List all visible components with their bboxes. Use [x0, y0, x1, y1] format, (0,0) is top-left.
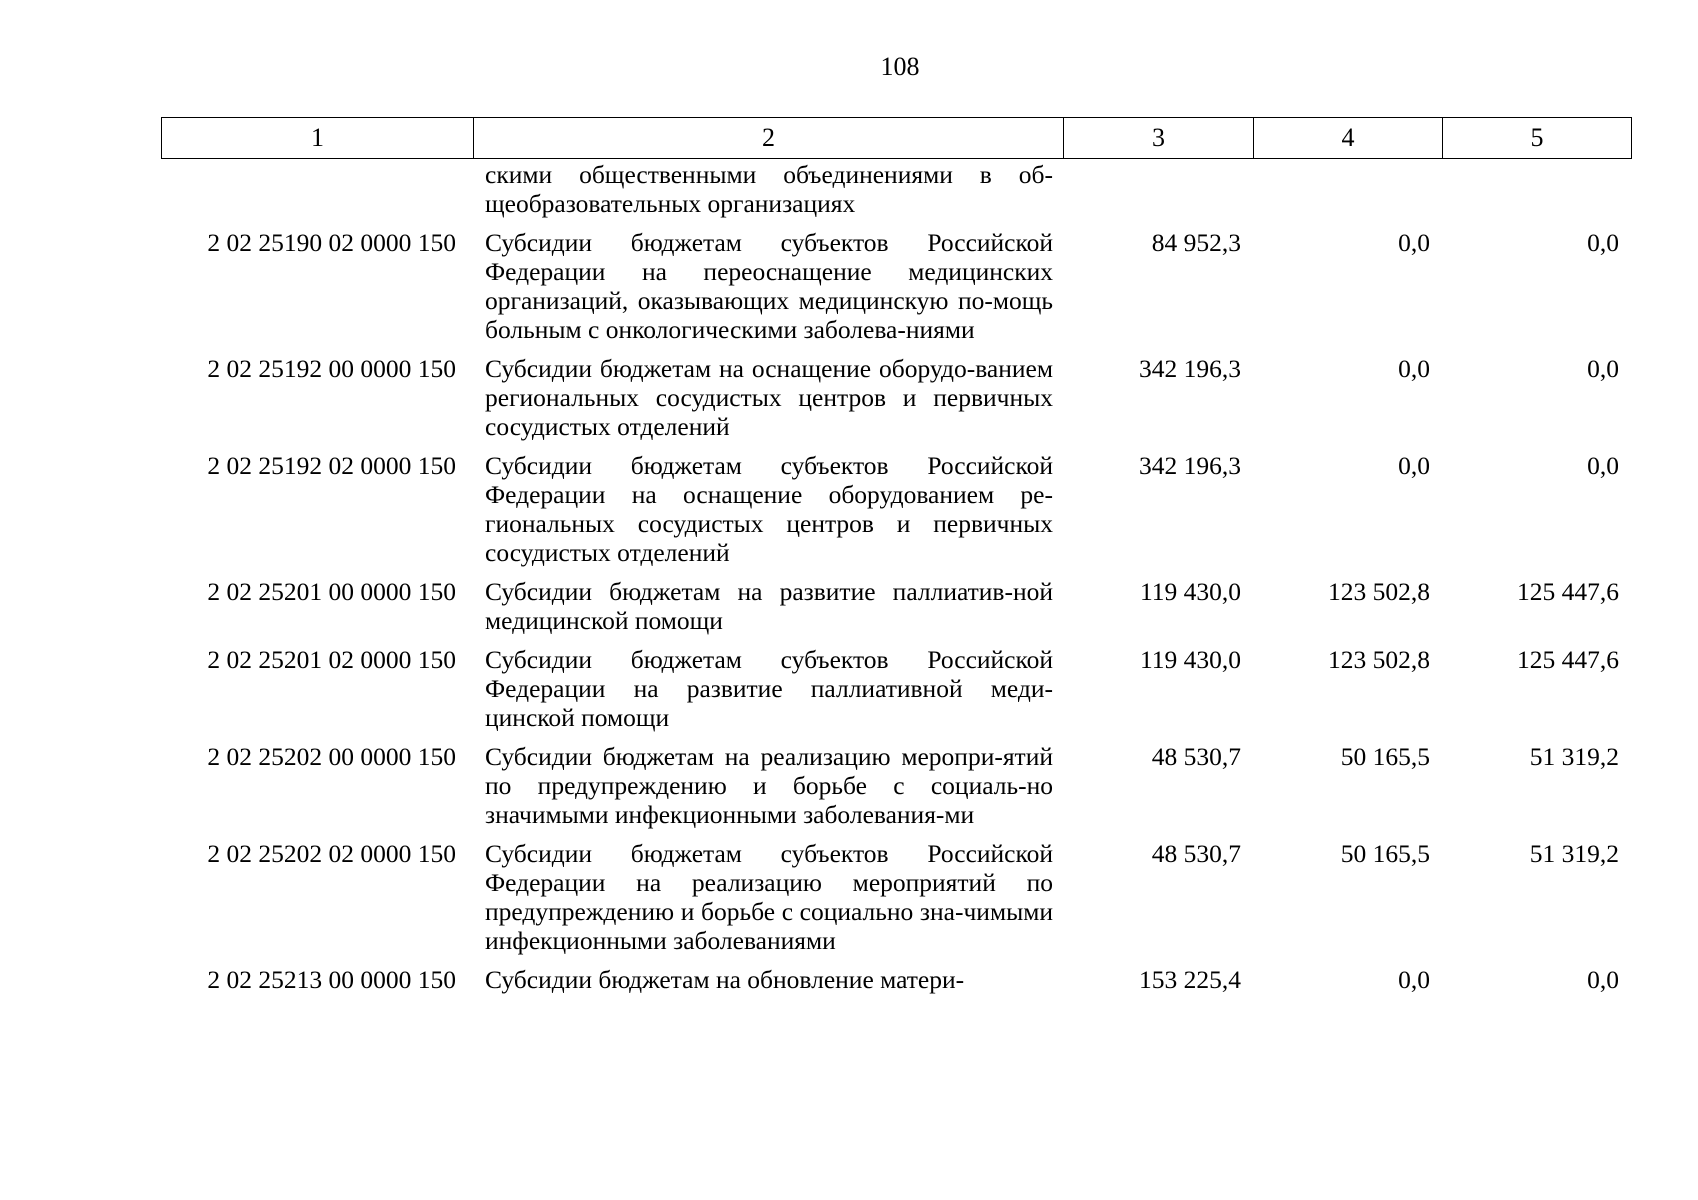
row-value-col4: 123 502,8: [1328, 645, 1430, 674]
row-value-col5: 0,0: [1587, 965, 1619, 994]
row-value-col5: 51 319,2: [1529, 839, 1619, 868]
row-code: 2 02 25190 02 0000 150: [207, 228, 456, 257]
row-description: Субсидии бюджетам субъектов Российской Федерации на реализацию мероприятий по предупреждению и борьбе с социально зна-чимыми инфекционными заболеваниями: [485, 839, 1053, 955]
row-value-col3: 84 952,3: [1151, 228, 1241, 257]
table-row: [161, 839, 1631, 965]
row-value-col4: 0,0: [1398, 451, 1430, 480]
row-value-col4: 0,0: [1398, 354, 1430, 383]
row-description: Субсидии бюджетам субъектов Российской Федерации на оснащение оборудованием ре-гиональных сосудистых центров и первичных сосудистых отделений: [485, 451, 1053, 567]
row-value-col3: 48 530,7: [1151, 839, 1241, 868]
header-cell-5: 5: [1443, 118, 1632, 159]
table-row: [161, 577, 1631, 645]
row-description: Субсидии бюджетам на реализацию меропри-ятий по предупреждению и борьбе с социаль-но значимыми инфекционными заболевания-ми: [485, 742, 1053, 829]
row-value-col5: 125 447,6: [1517, 577, 1619, 606]
page-number: 108: [880, 52, 920, 81]
row-value-col4: 0,0: [1398, 965, 1430, 994]
row-value-col3: 153 225,4: [1139, 965, 1241, 994]
header-row: [162, 118, 1632, 159]
table-row: [161, 451, 1631, 577]
table-row: [161, 645, 1631, 742]
row-value-col3: 119 430,0: [1139, 645, 1241, 674]
empty-cell: [1442, 160, 1631, 228]
row-description: Субсидии бюджетам на развитие паллиатив-ной медицинской помощи: [485, 577, 1053, 635]
row-code: 2 02 25202 02 0000 150: [207, 839, 456, 868]
header-cell-2: 2: [474, 118, 1064, 159]
row-value-col4: 123 502,8: [1328, 577, 1430, 606]
row-value-col3: 342 196,3: [1139, 451, 1241, 480]
header-cell-1: 1: [162, 118, 474, 159]
table-row: [161, 228, 1631, 354]
row-value-col5: 125 447,6: [1517, 645, 1619, 674]
header-cell-4: 4: [1254, 118, 1443, 159]
empty-cell: [1063, 160, 1253, 228]
row-value-col5: 51 319,2: [1529, 742, 1619, 771]
continuation-code-cell: [161, 160, 473, 228]
row-value-col3: 119 430,0: [1139, 577, 1241, 606]
row-code: 2 02 25192 00 0000 150: [207, 354, 456, 383]
row-description: Субсидии бюджетам субъектов Российской Федерации на развитие паллиативной меди-цинской помощи: [485, 645, 1053, 732]
row-value-col5: 0,0: [1587, 354, 1619, 383]
row-value-col4: 0,0: [1398, 228, 1430, 257]
row-description: Субсидии бюджетам на оснащение оборудо-ванием региональных сосудистых центров и первичных сосудистых отделений: [485, 354, 1053, 441]
table-body: [161, 160, 1631, 1004]
row-value-col3: 48 530,7: [1151, 742, 1241, 771]
table-row: [161, 354, 1631, 451]
row-value-col4: 50 165,5: [1340, 742, 1430, 771]
row-description: Субсидии бюджетам на обновление матери-: [485, 965, 965, 994]
empty-cell: [1253, 160, 1442, 228]
table-row: [161, 965, 1631, 1004]
continuation-description: скими общественными объединениями в об-щеобразовательных организациях: [485, 160, 1053, 218]
table-row: [161, 742, 1631, 839]
header-cell-3: 3: [1064, 118, 1254, 159]
row-value-col4: 50 165,5: [1340, 839, 1430, 868]
row-code: 2 02 25192 02 0000 150: [207, 451, 456, 480]
table-header: [161, 117, 1632, 159]
row-code: 2 02 25202 00 0000 150: [207, 742, 456, 771]
row-code: 2 02 25201 02 0000 150: [207, 645, 456, 674]
continuation-row: [161, 160, 1631, 228]
row-value-col5: 0,0: [1587, 451, 1619, 480]
row-code: 2 02 25201 00 0000 150: [207, 577, 456, 606]
row-value-col5: 0,0: [1587, 228, 1619, 257]
row-description: Субсидии бюджетам субъектов Российской Федерации на переоснащение медицинских организаций, оказывающих медицинскую по-мощь больным с онкологическими заболева-ниями: [485, 228, 1053, 344]
row-value-col3: 342 196,3: [1139, 354, 1241, 383]
row-code: 2 02 25213 00 0000 150: [207, 965, 456, 994]
